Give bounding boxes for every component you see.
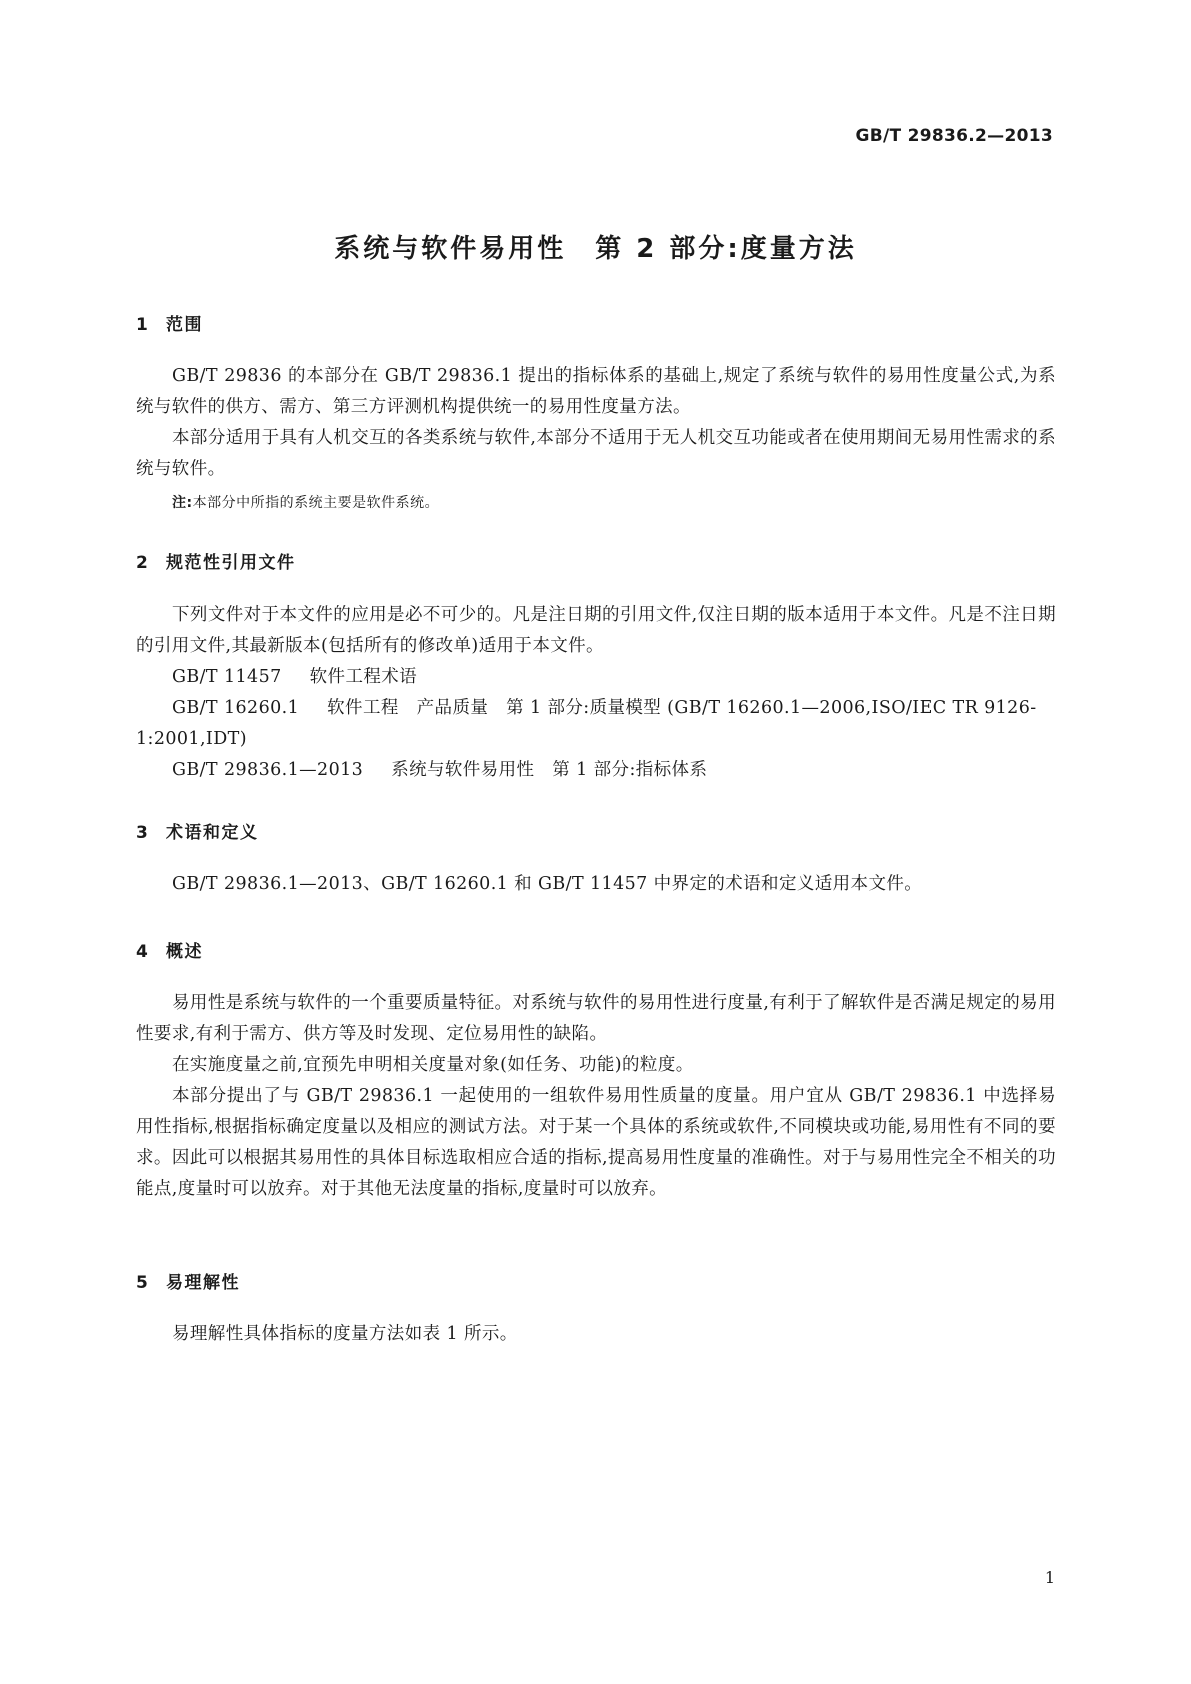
- document-title: 系统与软件易用性 第 2 部分:度量方法: [334, 234, 857, 264]
- normative-reference: [136, 693, 1056, 755]
- reference-title: 软件工程术语: [309, 667, 418, 687]
- page-number: 1: [1044, 1568, 1055, 1587]
- normative-reference: [136, 755, 1056, 786]
- section-number: 5: [136, 1273, 150, 1293]
- section-number: 2: [136, 553, 150, 573]
- section-title: 易理解性: [166, 1273, 240, 1293]
- section-3-heading: [136, 818, 259, 843]
- section-4-paragraph-1: 易用性是系统与软件的一个重要质量特征。对系统与软件的易用性进行度量,有利于了解软件是否满足规定的易用性要求,有利于需方、供方等及时发现、定位易用性的缺陷。: [136, 993, 1056, 1044]
- section-title: 规范性引用文件: [166, 553, 296, 573]
- reference-code: GB/T 16260.1: [172, 698, 300, 718]
- section-4-heading: [136, 937, 203, 962]
- section-title: 术语和定义: [166, 823, 259, 843]
- section-2-paragraph-1: 下列文件对于本文件的应用是必不可少的。凡是注日期的引用文件,仅注日期的版本适用于本文件。凡是不注日期的引用文件,其最新版本(包括所有的修改单)适用于本文件。: [136, 605, 1056, 656]
- reference-code: GB/T 11457: [172, 667, 282, 687]
- section-1-heading: [136, 310, 203, 335]
- note-text: 本部分中所指的系统主要是软件系统。: [192, 495, 440, 511]
- section-number: 1: [136, 315, 150, 335]
- section-4-paragraph-3: 本部分提出了与 GB/T 29836.1 一起使用的一组软件易用性质量的度量。用户宜从 GB/T 29836.1 中选择易用性指标,根据指标确定度量以及相应的测试方法。对于某一个具体的系统或软件,不同模块或功能,易用性有不同的要求。因此可以根据其易用性的具体目标选取相应合适的指标,提高易用性度量的准确性。对于与易用性完全不相关的功能点,度量时可以放弃。对于其他无法度量的指标,度量时可以放弃。: [136, 1086, 1056, 1199]
- section-number: 4: [136, 942, 150, 962]
- reference-code: GB/T 29836.1—2013: [172, 760, 364, 780]
- section-4-paragraph-2: 在实施度量之前,宜预先申明相关度量对象(如任务、功能)的粒度。: [172, 1055, 694, 1075]
- section-2-heading: [136, 548, 296, 573]
- note-label: 注:: [172, 495, 193, 511]
- reference-title: 系统与软件易用性 第 1 部分:指标体系: [391, 760, 708, 780]
- section-5-paragraph-1: 易理解性具体指标的度量方法如表 1 所示。: [172, 1324, 518, 1344]
- standard-number: GB/T 29836.2—2013: [855, 126, 1053, 146]
- section-1-paragraph-2: 本部分适用于具有人机交互的各类系统与软件,本部分不适用于无人机交互功能或者在使用期间无易用性需求的系统与软件。: [136, 428, 1056, 479]
- normative-reference: [136, 662, 1056, 693]
- reference-title: 软件工程 产品质量 第 1 部分:质量模型 (GB/T 16260.1—2006,ISO/IEC TR 9126-1:2001,IDT): [136, 698, 1037, 749]
- section-1-note: [172, 492, 439, 512]
- section-title: 范围: [166, 315, 203, 335]
- section-title: 概述: [166, 942, 203, 962]
- section-number: 3: [136, 823, 150, 843]
- section-5-heading: [136, 1268, 240, 1293]
- section-3-paragraph-1: GB/T 29836.1—2013、GB/T 16260.1 和 GB/T 11457 中界定的术语和定义适用本文件。: [172, 874, 923, 894]
- section-1-paragraph-1: GB/T 29836 的本部分在 GB/T 29836.1 提出的指标体系的基础上,规定了系统与软件的易用性度量公式,为系统与软件的供方、需方、第三方评测机构提供统一的易用性度量方法。: [136, 366, 1056, 417]
